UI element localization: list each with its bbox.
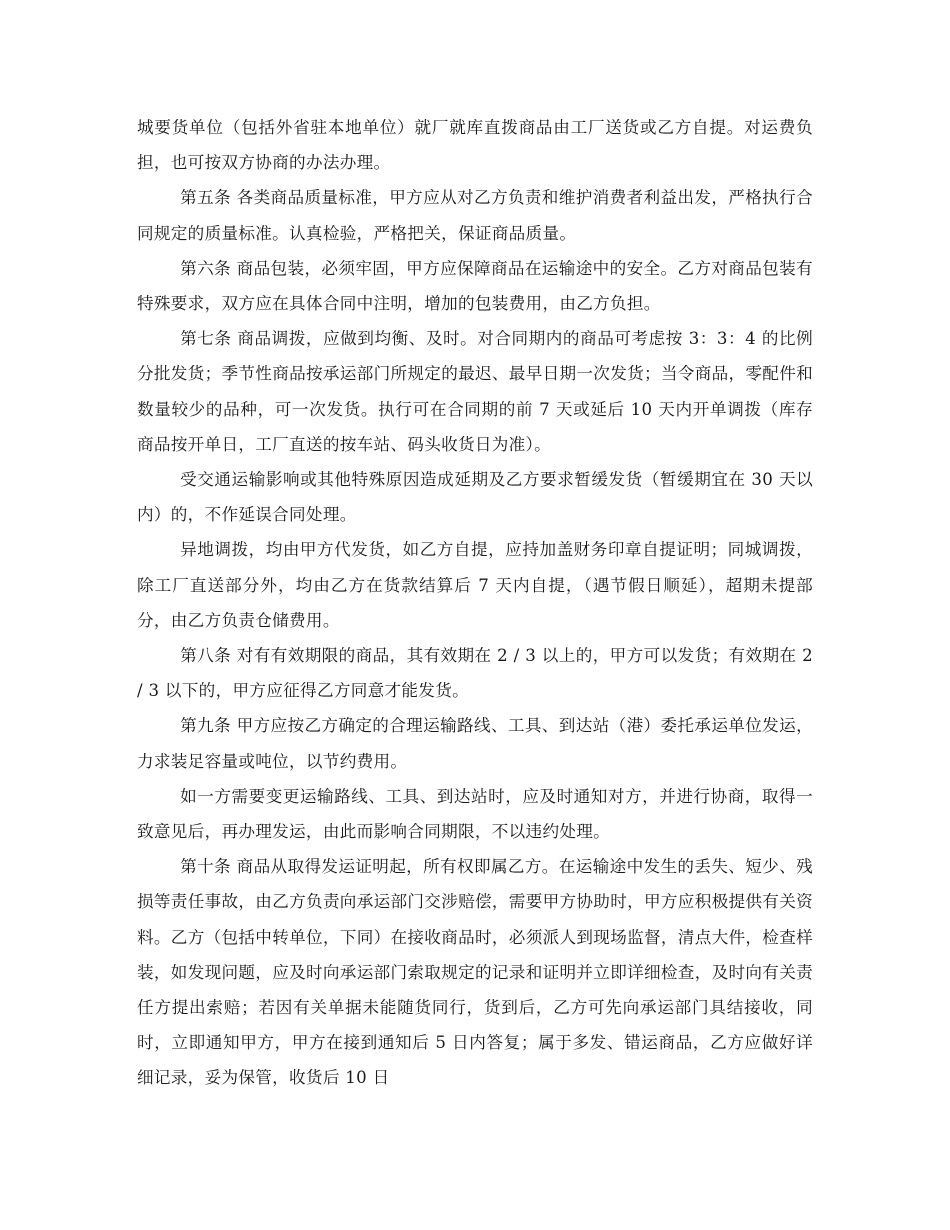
paragraph-article-10: 第十条 商品从取得发运证明起，所有权即属乙方。在运输途中发生的丢失、短少、残损等责任事故，由乙方负责向承运部门交涉赔偿，需要甲方协助时，甲方应积极提供有关资料。乙方（包括中转单位，下同）在接收商品时，必须派人到现场监督，清点大件，检查样装，如发现问题，应及时向承运部门索取规定的记录和证明并立即详细检查，及时向有关责任方提出索赔；若因有关单据未能随货同行，货到后，乙方可先向承运部门具结接收，同时，立即通知甲方，甲方在接到通知后 5 日内答复；属于多发、错运商品，乙方应做好详细记录，妥为保管，收货后 10 日	[137, 857, 813, 1088]
paragraph-article-5: 第五条 各类商品质量标准，甲方应从对乙方负责和维护消费者利益出发，严格执行合同规定的质量标准。认真检验，严格把关，保证商品质量。	[137, 188, 813, 243]
paragraph-article-8: 第八条 对有有效期限的商品，其有效期在 2 / 3 以上的，甲方可以发货；有效期在 2 / 3 以下的，甲方应征得乙方同意才能发货。	[137, 646, 813, 701]
paragraph-article-9: 第九条 甲方应按乙方确定的合理运输路线、工具、到达站（港）委托承运单位发运，力求装足容量或吨位，以节约费用。	[137, 716, 813, 771]
paragraph-remote-transfer: 异地调拨，均由甲方代发货，如乙方自提，应持加盖财务印章自提证明；同城调拨，除工厂直送部分外，均由乙方在货款结算后 7 天内自提，（遇节假日顺延），超期未提部分，由乙方负责仓储费用。	[137, 540, 813, 630]
paragraph-continuation: 城要货单位（包括外省驻本地单位）就厂就库直拨商品由工厂送货或乙方自提。对运费负担，也可按双方协商的办法办理。	[137, 118, 813, 173]
paragraph-article-7: 第七条 商品调拨，应做到均衡、及时。对合同期内的商品可考虑按 3：3：4 的比例分批发货；季节性商品按承运部门所规定的最迟、最早日期一次发货；当令商品，零配件和数量较少的品种，可一次发货。执行可在合同期的前 7 天或延后 10 天内开单调拨（库存商品按开单日，工厂直送的按车站、码头收货日为准）。	[137, 329, 813, 454]
paragraph-route-change: 如一方需要变更运输路线、工具、到达站时，应及时通知对方，并进行协商，取得一致意见后，再办理发运，由此而影响合同期限，不以违约处理。	[137, 786, 813, 842]
paragraph-delay-clause: 受交通运输影响或其他特殊原因造成延期及乙方要求暂缓发货（暂缓期宜在 30 天以内）的，不作延误合同处理。	[137, 470, 813, 525]
contract-text-block	[137, 110, 813, 1096]
paragraph-article-6: 第六条 商品包装，必须牢固，甲方应保障商品在运输途中的安全。乙方对商品包装有特殊要求，双方应在具体合同中注明，增加的包装费用，由乙方负担。	[137, 258, 813, 314]
